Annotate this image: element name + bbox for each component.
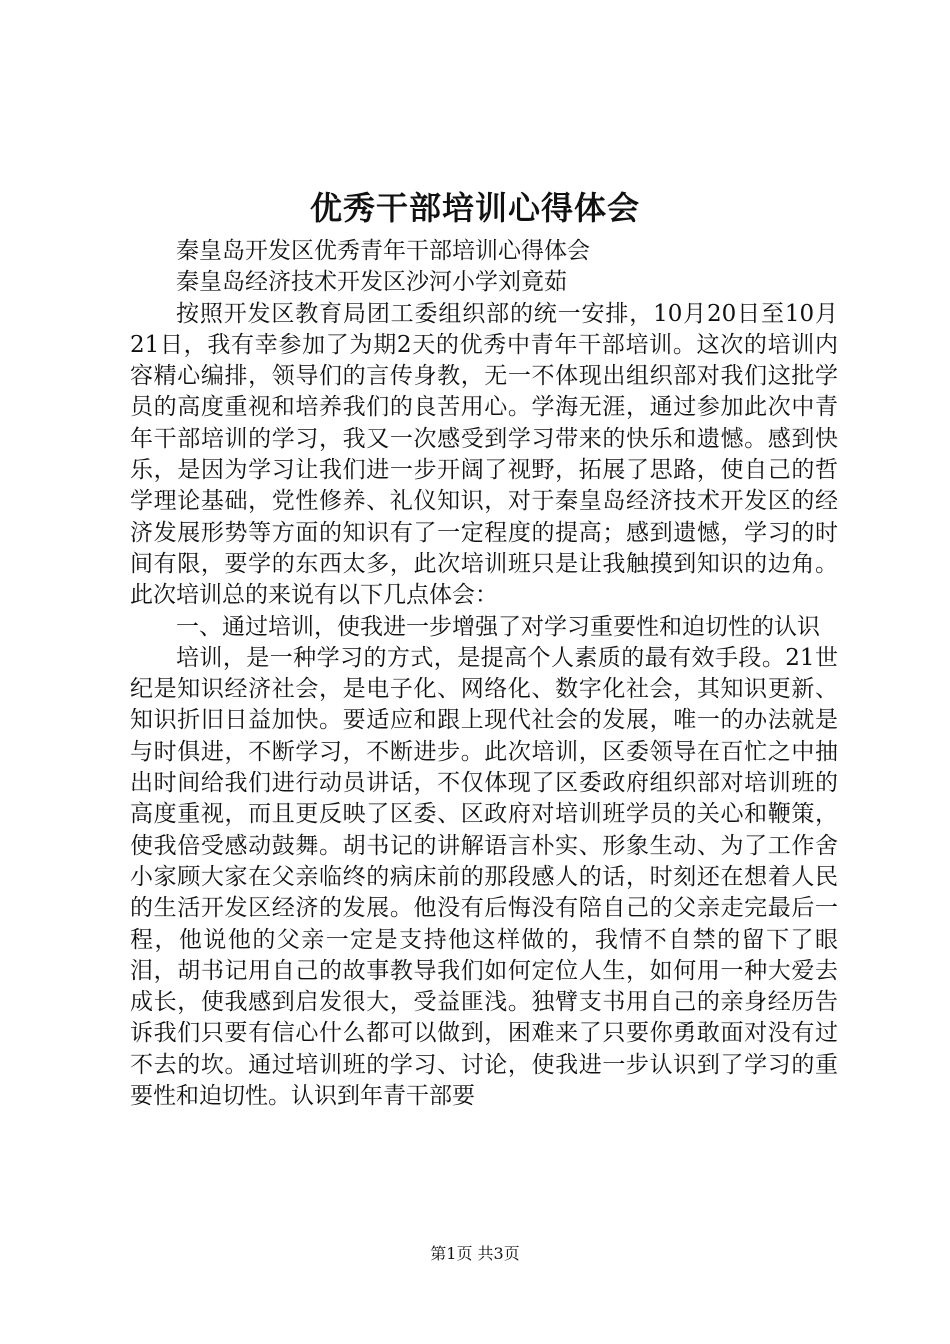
body-paragraph: 按照开发区教育局团工委组织部的统一安排，10月20日至10月21日，我有幸参加了为期2天的优秀中青年干部培训。这次的培训内容精心编排，领导们的言传身教，无一不体现出组织部对我们这批学员的高度重视和培养我们的良苦用心。学海无涯，通过参加此次中青年干部培训的学习，我又一次感受到学习带来的快乐和遗憾。感到快乐，是因为学习让我们进一步开阔了视野，拓展了思路，使自己的哲学理论基础，党性修养、礼仪知识，对于秦皇岛经济技术开发区的经济发展形势等方面的知识有了一定程度的提高；感到遗憾，学习的时间有限，要学的东西太多，此次培训班只是让我触摸到知识的边角。此次培训总的来说有以下几点体会： [130, 300, 838, 609]
author-paragraph: 秦皇岛经济技术开发区沙河小学刘竟茹 [176, 269, 567, 296]
document-body [130, 236, 838, 1112]
section-heading-paragraph: 一、通过培训，使我进一步增强了对学习重要性和迫切性的认识 [176, 613, 820, 640]
document-title: 优秀干部培训心得体会 [309, 189, 640, 227]
body-paragraph: 培训，是一种学习的方式，是提高个人素质的最有效手段。21世纪是知识经济社会，是电子化、网络化、数字化社会，其知识更新、知识折旧日益加快。要适应和跟上现代社会的发展，唯一的办法就是与时俱进，不断学习，不断进步。此次培训，区委领导在百忙之中抽出时间给我们进行动员讲话，不仅体现了区委政府组织部对培训班的高度重视，而且更反映了区委、区政府对培训班学员的关心和鞭策，使我倍受感动鼓舞。胡书记的讲解语言朴实、形象生动、为了工作舍小家顾大家在父亲临终的病床前的那段感人的话，时刻还在想着人民的生活开发区经济的发展。他没有后悔没有陪自己的父亲走完最后一程，他说他的父亲一定是支持他这样做的，我情不自禁的留下了眼泪，胡书记用自己的故事教导我们如何定位人生，如何用一种大爱去成长，使我感到启发很大，受益匪浅。独臂支书用自己的亲身经历告诉我们只要有信心什么都可以做到，困难来了只要你勇敢面对没有过不去的坎。通过培训班的学习、讨论，使我进一步认识到了学习的重要性和迫切性。认识到年青干部要 [130, 644, 838, 1110]
subtitle-paragraph: 秦皇岛开发区优秀青年干部培训心得体会 [176, 238, 590, 264]
page-footer: 第1页 共3页 [430, 1244, 520, 1263]
